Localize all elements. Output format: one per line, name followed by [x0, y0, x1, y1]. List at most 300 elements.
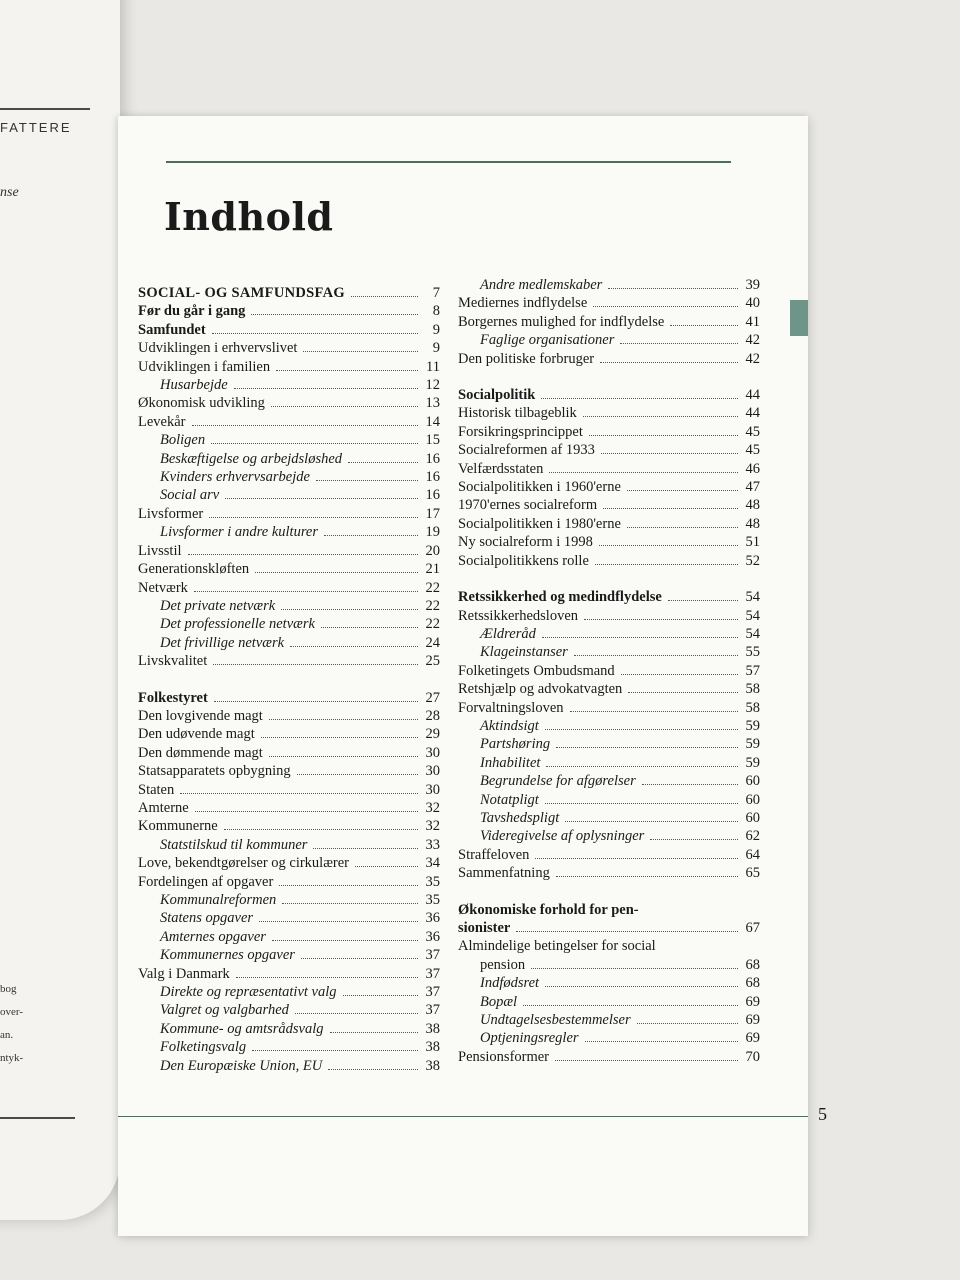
- toc-leader-dots: [313, 848, 418, 849]
- toc-entry-label: Generationskløften: [138, 561, 250, 578]
- toc-entry-label: Den lovgivende magt: [138, 707, 263, 724]
- toc-entry[interactable]: [458, 754, 760, 772]
- toc-entry[interactable]: [138, 468, 440, 486]
- toc-leader-dots: [328, 1069, 418, 1070]
- toc-entry[interactable]: [138, 284, 440, 302]
- toc-entry-label: Notatpligt: [480, 791, 539, 808]
- toc-entry-page: 21: [425, 561, 440, 578]
- toc-entry[interactable]: [458, 919, 760, 937]
- toc-entry-page: 34: [425, 855, 440, 872]
- toc-entry[interactable]: [458, 607, 760, 625]
- toc-leader-dots: [276, 370, 418, 371]
- toc-entry-page: 11: [426, 358, 440, 375]
- toc-entry[interactable]: [138, 725, 440, 743]
- toc-leader-dots: [546, 766, 738, 767]
- toc-entry-label: Amternes opgaver: [160, 928, 266, 945]
- toc-leader-dots: [650, 839, 738, 840]
- toc-entry-label: Andre medlemskaber: [480, 277, 603, 293]
- toc-entry-page: 38: [425, 1057, 440, 1074]
- toc-entry[interactable]: [138, 1038, 440, 1056]
- toc-entry[interactable]: [458, 441, 760, 459]
- toc-entry[interactable]: [138, 1057, 440, 1075]
- toc-leader-dots: [603, 508, 738, 509]
- toc-entry-page: 19: [425, 524, 440, 541]
- toc-entry[interactable]: [138, 652, 440, 670]
- toc-entry-label: Kommunernes opgaver: [160, 947, 295, 964]
- toc-entry[interactable]: [138, 946, 440, 964]
- toc-entry-page: 39: [745, 277, 760, 293]
- toc-entry-page: 48: [745, 497, 760, 514]
- toc-entry-label: Økonomisk udvikling: [138, 395, 265, 412]
- toc-entry-label: Økonomiske forhold for pen-: [458, 901, 639, 918]
- toc-gap: [458, 883, 760, 901]
- toc-entry[interactable]: [458, 276, 760, 294]
- toc-entry-label: Partshøring: [480, 736, 551, 753]
- toc-entry[interactable]: [138, 413, 440, 431]
- toc-leader-dots: [192, 425, 419, 426]
- toc-entry[interactable]: [458, 956, 760, 974]
- toc-entry[interactable]: [458, 901, 760, 919]
- toc-entry-label: Indfødsret: [480, 975, 540, 992]
- toc-entry-page: 35: [425, 873, 440, 890]
- toc-entry-label: Kommunerne: [138, 818, 218, 835]
- toc-leader-dots: [549, 472, 738, 473]
- toc-entry-label: Folketingsvalg: [160, 1039, 247, 1056]
- toc-entry-label: Almindelige betingelser for social: [458, 938, 656, 955]
- toc-entry[interactable]: [458, 791, 760, 809]
- toc-entry-label: Aktindsigt: [480, 717, 539, 734]
- toc-gap: [458, 368, 760, 386]
- toc-leader-dots: [214, 701, 418, 702]
- toc-entry[interactable]: [458, 386, 760, 404]
- toc-entry-page: 15: [425, 432, 440, 449]
- toc-leader-dots: [595, 564, 738, 565]
- toc-leader-dots: [180, 793, 418, 794]
- toc-entry[interactable]: [458, 404, 760, 422]
- toc-entry-page: 13: [425, 395, 440, 412]
- toc-entry-label: Social arv: [160, 487, 220, 504]
- toc-entry-page: 22: [425, 579, 440, 596]
- toc-entry-page: 30: [425, 744, 440, 761]
- toc-leader-dots: [252, 1050, 418, 1051]
- toc-entry[interactable]: [458, 423, 760, 441]
- toc-leader-dots: [670, 325, 738, 326]
- toc-entry-label: Netværk: [138, 579, 188, 596]
- toc-entry-page: 67: [745, 920, 760, 936]
- toc-entry[interactable]: [138, 450, 440, 468]
- toc-entry-page: 25: [425, 653, 440, 670]
- toc-entry[interactable]: [138, 707, 440, 725]
- toc-entry-page: 44: [745, 387, 760, 404]
- toc-entry-page: 27: [425, 689, 440, 706]
- toc-entry[interactable]: [138, 873, 440, 891]
- toc-leader-dots: [608, 288, 738, 289]
- toc-entry-page: 62: [745, 828, 760, 845]
- toc-entry-page: 69: [745, 1030, 760, 1047]
- toc-entry-page: 32: [425, 799, 440, 816]
- toc-entry-label: Boligen: [160, 432, 206, 449]
- toc-entry-label: Kommunalreformen: [160, 892, 277, 908]
- toc-entry-page: 57: [745, 662, 760, 679]
- toc-entry-page: 17: [425, 505, 440, 522]
- toc-leader-dots: [516, 931, 738, 932]
- toc-entry-label: Socialpolitikken i 1960'erne: [458, 479, 621, 496]
- toc-entry-page: 30: [425, 781, 440, 798]
- previous-page-bottom-rule: [0, 1117, 75, 1119]
- toc-entry-label: Den politiske forbruger: [458, 350, 595, 367]
- toc-entry-label: Amterne: [138, 799, 189, 816]
- toc-entry-page: 58: [745, 699, 760, 716]
- toc-entry-label: Folketingets Ombudsmand: [458, 662, 615, 679]
- toc-entry[interactable]: [458, 533, 760, 551]
- toc-entry[interactable]: [458, 735, 760, 753]
- toc-entry[interactable]: [458, 827, 760, 845]
- toc-leader-dots: [570, 711, 738, 712]
- toc-leader-dots: [188, 554, 418, 555]
- toc-leader-dots: [297, 774, 418, 775]
- previous-page-note: an.: [0, 1029, 14, 1041]
- toc-entry[interactable]: [458, 331, 760, 349]
- toc-entry[interactable]: [138, 1020, 440, 1038]
- toc-leader-dots: [351, 296, 418, 297]
- toc-entry[interactable]: [458, 478, 760, 496]
- toc-left-column: [138, 284, 440, 1075]
- toc-entry[interactable]: [138, 523, 440, 541]
- toc-entry-page: 35: [425, 892, 440, 908]
- toc-entry-label: Kommune- og amtsrådsvalg: [160, 1020, 324, 1037]
- toc-entry-label: Bopæl: [480, 993, 518, 1010]
- toc-leader-dots: [531, 968, 738, 969]
- toc-entry-label: Livsformer i andre kulturer: [160, 524, 319, 541]
- toc-entry-label: Klageinstanser: [480, 644, 568, 661]
- toc-leader-dots: [637, 1023, 738, 1024]
- toc-right-column: [458, 276, 760, 1066]
- previous-page-note: bog: [0, 983, 17, 995]
- toc-entry[interactable]: [138, 376, 440, 394]
- toc-entry[interactable]: [138, 836, 440, 854]
- toc-entry[interactable]: [458, 680, 760, 698]
- toc-entry-label: Kvinders erhvervsarbejde: [160, 469, 310, 486]
- toc-entry-page: 38: [425, 1039, 440, 1056]
- toc-entry-label: Undtagelsesbestemmelser: [480, 1012, 631, 1029]
- toc-entry-label: Statstilskud til kommuner: [160, 836, 308, 853]
- toc-entry-label: sionister: [458, 920, 511, 936]
- toc-entry-page: 33: [425, 836, 440, 853]
- toc-leader-dots: [545, 729, 738, 730]
- toc-entry[interactable]: [138, 928, 440, 946]
- toc-entry-label: Pensionsformer: [458, 1048, 550, 1065]
- toc-entry-label: Mediernes indflydelse: [458, 295, 588, 312]
- toc-entry-label: Socialpolitikken i 1980'erne: [458, 515, 621, 532]
- toc-leader-dots: [628, 692, 738, 693]
- toc-leader-dots: [211, 443, 418, 444]
- previous-page-rule: [0, 108, 90, 110]
- toc-entry[interactable]: [458, 496, 760, 514]
- toc-entry[interactable]: [458, 350, 760, 368]
- toc-entry-page: 60: [745, 773, 760, 790]
- toc-entry-label: Love, bekendtgørelser og cirkulærer: [138, 855, 349, 872]
- toc-leader-dots: [523, 1005, 738, 1006]
- toc-entry-page: 16: [425, 469, 440, 486]
- toc-entry-page: 9: [432, 321, 440, 338]
- toc-leader-dots: [194, 591, 418, 592]
- toc-leader-dots: [601, 453, 738, 454]
- toc-entry-label: Retshjælp og advokatvagten: [458, 681, 623, 698]
- toc-entry[interactable]: [458, 772, 760, 790]
- toc-entry[interactable]: [138, 689, 440, 707]
- toc-leader-dots: [574, 655, 738, 656]
- section-tab-marker: [790, 300, 808, 336]
- toc-leader-dots: [281, 609, 418, 610]
- toc-entry-label: Tavshedspligt: [480, 809, 560, 826]
- toc-entry[interactable]: [138, 781, 440, 799]
- toc-entry-page: 51: [745, 534, 760, 551]
- toc-entry-page: 12: [425, 377, 440, 394]
- toc-leader-dots: [303, 351, 418, 352]
- toc-leader-dots: [599, 545, 738, 546]
- toc-entry[interactable]: [138, 505, 440, 523]
- toc-leader-dots: [282, 903, 418, 904]
- toc-entry-page: 42: [745, 332, 760, 349]
- toc-entry[interactable]: [138, 394, 440, 412]
- previous-page-note: ntyk-: [0, 1052, 24, 1064]
- toc-entry-page: 22: [425, 597, 440, 614]
- toc-entry-label: Valg i Danmark: [138, 965, 230, 982]
- previous-page-fragment: nse: [0, 185, 19, 200]
- toc-entry-label: Socialpolitikkens rolle: [458, 552, 589, 569]
- toc-leader-dots: [556, 876, 738, 877]
- toc-entry-page: 44: [745, 405, 760, 422]
- toc-entry[interactable]: [458, 1048, 760, 1066]
- toc-leader-dots: [600, 362, 738, 363]
- toc-entry-label: Inhabilitet: [480, 754, 541, 771]
- top-rule: [166, 161, 731, 163]
- toc-entry-label: Statsapparatets opbygning: [138, 763, 291, 780]
- toc-entry[interactable]: [138, 891, 440, 909]
- toc-entry[interactable]: [138, 634, 440, 652]
- toc-entry[interactable]: [458, 588, 760, 606]
- toc-entry-label: Direkte og repræsentativt valg: [160, 984, 337, 1001]
- toc-entry[interactable]: [138, 358, 440, 376]
- toc-entry[interactable]: [138, 579, 440, 597]
- toc-leader-dots: [261, 737, 418, 738]
- toc-entry-label: Den dømmende magt: [138, 744, 263, 761]
- toc-entry-label: Det private netværk: [160, 597, 276, 614]
- toc-entry-label: Velfærdsstaten: [458, 460, 544, 477]
- toc-entry-page: 60: [745, 809, 760, 826]
- toc-entry-page: 52: [745, 552, 760, 569]
- toc-entry-page: 48: [745, 515, 760, 532]
- toc-leader-dots: [255, 572, 418, 573]
- toc-leader-dots: [234, 388, 418, 389]
- toc-gap: [138, 671, 440, 689]
- toc-entry[interactable]: [138, 762, 440, 780]
- toc-entry-label: 1970'ernes socialreform: [458, 497, 598, 514]
- toc-entry[interactable]: [138, 542, 440, 560]
- toc-entry[interactable]: [138, 1001, 440, 1019]
- toc-leader-dots: [589, 435, 738, 436]
- toc-entry-page: 54: [745, 589, 760, 606]
- toc-entry[interactable]: [458, 864, 760, 882]
- toc-entry[interactable]: [138, 339, 440, 357]
- toc-leader-dots: [301, 958, 418, 959]
- toc-leader-dots: [316, 480, 418, 481]
- toc-entry-page: 38: [425, 1020, 440, 1037]
- toc-leader-dots: [620, 343, 738, 344]
- toc-leader-dots: [585, 1041, 738, 1042]
- toc-leader-dots: [542, 637, 738, 638]
- toc-leader-dots: [642, 784, 738, 785]
- toc-leader-dots: [627, 527, 738, 528]
- previous-page-header: FATTERE: [0, 120, 72, 135]
- toc-entry-page: 24: [425, 634, 440, 651]
- toc-entry-label: Begrundelse for afgørelser: [480, 773, 636, 790]
- toc-entry-page: 14: [425, 413, 440, 430]
- toc-entry-label: Statens opgaver: [160, 910, 254, 927]
- toc-entry-page: 69: [745, 1012, 760, 1029]
- toc-entry-page: 40: [745, 295, 760, 312]
- toc-leader-dots: [236, 977, 418, 978]
- toc-entry[interactable]: [458, 937, 760, 955]
- toc-entry[interactable]: [458, 662, 760, 680]
- toc-entry[interactable]: [458, 552, 760, 570]
- toc-entry[interactable]: [138, 965, 440, 983]
- toc-entry[interactable]: [458, 699, 760, 717]
- toc-entry[interactable]: [138, 817, 440, 835]
- toc-entry-page: 16: [425, 487, 440, 504]
- toc-entry[interactable]: [458, 717, 760, 735]
- toc-entry-page: 47: [745, 479, 760, 496]
- toc-entry-label: Livsstil: [138, 542, 182, 559]
- toc-entry-page: 69: [745, 993, 760, 1010]
- previous-page-note: over-: [0, 1006, 23, 1018]
- toc-entry-page: 42: [745, 350, 760, 367]
- toc-leader-dots: [212, 333, 418, 334]
- toc-entry[interactable]: [458, 294, 760, 312]
- toc-entry-label: Socialpolitik: [458, 387, 536, 404]
- toc-entry-label: Videregivelse af oplysninger: [480, 828, 645, 845]
- toc-leader-dots: [668, 600, 738, 601]
- toc-entry-page: 45: [745, 423, 760, 440]
- toc-entry-page: 68: [745, 956, 760, 973]
- toc-entry-label: pension: [480, 956, 526, 973]
- toc-entry[interactable]: [138, 854, 440, 872]
- toc-entry[interactable]: [458, 460, 760, 478]
- toc-entry[interactable]: [138, 983, 440, 1001]
- toc-entry-label: Ny socialreform i 1998: [458, 534, 593, 551]
- toc-entry-page: 45: [745, 442, 760, 459]
- toc-leader-dots: [545, 803, 738, 804]
- toc-entry[interactable]: [138, 744, 440, 762]
- toc-leader-dots: [279, 885, 418, 886]
- toc-leader-dots: [251, 314, 418, 315]
- toc-entry-label: Fordelingen af opgaver: [138, 873, 274, 890]
- toc-leader-dots: [583, 416, 738, 417]
- toc-entry[interactable]: [138, 615, 440, 633]
- toc-entry[interactable]: [138, 486, 440, 504]
- toc-entry-label: Retssikkerhed og medindflydelse: [458, 589, 662, 606]
- toc-entry-page: 54: [745, 607, 760, 624]
- toc-entry[interactable]: [458, 809, 760, 827]
- toc-entry-label: Den udøvende magt: [138, 726, 255, 743]
- toc-entry-page: 8: [432, 303, 440, 320]
- toc-entry-label: Historisk tilbageblik: [458, 405, 577, 422]
- toc-leader-dots: [355, 866, 418, 867]
- previous-page: [0, 0, 120, 1220]
- toc-entry-label: Forvaltningsloven: [458, 699, 564, 716]
- toc-entry[interactable]: [138, 597, 440, 615]
- toc-entry-page: 36: [425, 928, 440, 945]
- toc-leader-dots: [209, 517, 418, 518]
- toc-entry[interactable]: [458, 625, 760, 643]
- toc-leader-dots: [272, 940, 418, 941]
- page-number: 5: [818, 1104, 827, 1124]
- toc-entry-label: Folkestyret: [138, 689, 208, 706]
- toc-entry[interactable]: [458, 846, 760, 864]
- toc-leader-dots: [535, 858, 738, 859]
- toc-entry-label: Udviklingen i erhvervslivet: [138, 340, 298, 357]
- toc-entry-label: Det frivillige netværk: [160, 634, 285, 651]
- toc-entry-label: Valgret og valgbarhed: [160, 1002, 289, 1019]
- toc-entry-page: 37: [425, 984, 440, 1001]
- toc-leader-dots: [584, 619, 738, 620]
- toc-leader-dots: [541, 398, 738, 399]
- toc-entry[interactable]: [458, 993, 760, 1011]
- toc-leader-dots: [330, 1032, 418, 1033]
- toc-entry[interactable]: [138, 799, 440, 817]
- toc-entry-label: Staten: [138, 781, 175, 798]
- toc-entry-label: Borgernes mulighed for indflydelse: [458, 313, 665, 330]
- toc-leader-dots: [348, 462, 418, 463]
- toc-entry[interactable]: [458, 515, 760, 533]
- toc-entry-page: 9: [432, 340, 440, 357]
- toc-entry-label: Levekår: [138, 413, 186, 430]
- toc-entry-page: 37: [425, 965, 440, 982]
- toc-leader-dots: [290, 646, 418, 647]
- toc-entry-label: Straffeloven: [458, 846, 530, 863]
- toc-entry[interactable]: [138, 909, 440, 927]
- toc-entry[interactable]: [458, 313, 760, 331]
- toc-leader-dots: [271, 406, 418, 407]
- toc-entry-page: 64: [745, 846, 760, 863]
- toc-entry[interactable]: [138, 302, 440, 320]
- toc-entry[interactable]: [458, 1011, 760, 1029]
- toc-leader-dots: [627, 490, 738, 491]
- toc-leader-dots: [556, 747, 738, 748]
- toc-leader-dots: [324, 535, 418, 536]
- toc-entry[interactable]: [458, 643, 760, 661]
- toc-entry[interactable]: [458, 974, 760, 992]
- toc-entry[interactable]: [138, 560, 440, 578]
- toc-entry-page: 36: [425, 910, 440, 927]
- toc-entry-label: Sammenfatning: [458, 865, 550, 882]
- toc-entry[interactable]: [138, 321, 440, 339]
- toc-entry[interactable]: [138, 431, 440, 449]
- toc-entry-label: Den Europæiske Union, EU: [160, 1057, 323, 1074]
- toc-entry[interactable]: [458, 1029, 760, 1047]
- toc-leader-dots: [195, 811, 418, 812]
- toc-entry-page: 29: [425, 726, 440, 743]
- toc-entry-page: 46: [745, 460, 760, 477]
- contents-page: [118, 116, 827, 1236]
- toc-entry-label: Beskæftigelse og arbejdsløshed: [160, 450, 343, 467]
- toc-entry-page: 16: [425, 450, 440, 467]
- toc-entry-label: Socialreformen af 1933: [458, 442, 595, 459]
- toc-entry-page: 22: [425, 616, 440, 633]
- toc-leader-dots: [224, 829, 418, 830]
- toc-gap: [458, 570, 760, 588]
- toc-entry-page: 59: [745, 754, 760, 771]
